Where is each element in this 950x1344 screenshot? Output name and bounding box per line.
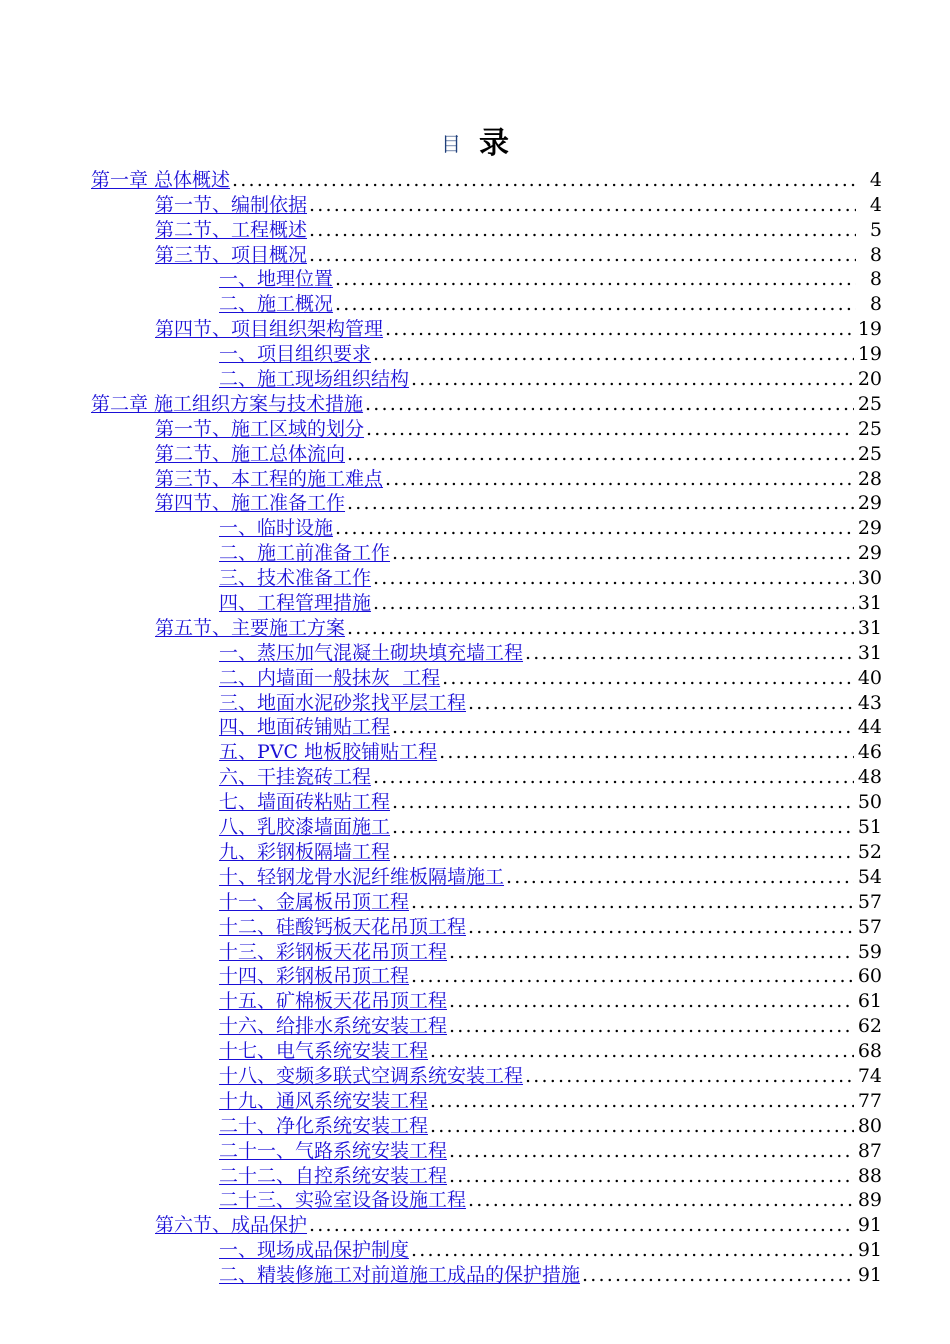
dot-leader — [392, 541, 854, 565]
toc-entry-link[interactable]: 二、施工现场组织结构 — [219, 368, 410, 391]
dot-leader — [442, 666, 854, 690]
toc-entry-link[interactable]: 十、轻钢龙骨水泥纤维板隔墙施工 — [219, 865, 505, 888]
dot-leader — [335, 516, 854, 540]
toc-entry-link[interactable]: 二、施工前准备工作 — [219, 542, 391, 565]
dot-leader — [309, 1213, 854, 1237]
toc-entry — [0, 1138, 950, 1163]
dot-leader — [347, 491, 854, 515]
toc-page-number: 43 — [857, 691, 882, 714]
dot-leader — [582, 1263, 854, 1287]
toc-page-number: 59 — [857, 940, 882, 963]
toc-entry-link[interactable]: 十四、彩钢板吊顶工程 — [219, 965, 410, 988]
toc-entry — [0, 416, 950, 441]
dot-leader — [392, 790, 854, 814]
toc-page-number: 28 — [857, 467, 882, 490]
toc-entry — [0, 167, 950, 192]
toc-entry-link[interactable]: 十一、金属板吊顶工程 — [219, 890, 410, 913]
dot-leader — [468, 691, 854, 715]
toc-entry-link[interactable]: 二十一、气路系统安装工程 — [219, 1139, 448, 1162]
dot-leader — [411, 1238, 854, 1262]
dot-leader — [468, 915, 854, 939]
toc-entry-link[interactable]: 二十二、自控系统安装工程 — [219, 1164, 448, 1187]
toc-entry-link[interactable]: 一、临时设施 — [219, 517, 334, 540]
toc-entry-link[interactable]: 十九、通风系统安装工程 — [219, 1089, 429, 1112]
dot-leader — [439, 740, 854, 764]
toc-page-number: 31 — [857, 641, 882, 664]
toc-entry — [0, 540, 950, 565]
toc-entry — [0, 291, 950, 316]
dot-leader — [411, 367, 854, 391]
toc-page-number: 91 — [857, 1214, 882, 1237]
toc-entry-link[interactable]: 五、PVC 地板胶铺贴工程 — [219, 741, 438, 764]
toc-page-number: 89 — [857, 1189, 882, 1212]
toc-page-number: 68 — [857, 1040, 882, 1063]
toc-page-number: 4 — [869, 168, 882, 191]
dot-leader — [392, 815, 854, 839]
dot-leader — [411, 890, 854, 914]
toc-entry — [0, 466, 950, 491]
toc-entry — [0, 391, 950, 416]
toc-page-number: 4 — [869, 193, 882, 216]
dot-leader — [335, 292, 856, 316]
dot-leader — [392, 840, 854, 864]
toc-page-number: 29 — [857, 542, 882, 565]
toc-page-number: 29 — [857, 492, 882, 515]
toc-entry — [0, 1188, 950, 1213]
dot-leader — [373, 591, 854, 615]
toc-page-number: 57 — [857, 915, 882, 938]
toc-entry — [0, 1038, 950, 1063]
toc-page-number: 25 — [857, 392, 882, 415]
dot-leader — [309, 218, 856, 242]
toc-entry-link[interactable]: 二、施工概况 — [219, 293, 334, 316]
toc-entry — [0, 690, 950, 715]
toc-title-part1: 目 — [441, 132, 461, 156]
toc-page-number: 80 — [857, 1114, 882, 1137]
toc-entry-link[interactable]: 第四节、施工准备工作 — [155, 492, 346, 515]
toc-page-number: 25 — [857, 442, 882, 465]
toc-page-number: 91 — [857, 1264, 882, 1287]
dot-leader — [347, 442, 854, 466]
dot-leader — [411, 964, 854, 988]
toc-page-number: 8 — [869, 243, 882, 266]
dot-leader — [385, 317, 854, 341]
toc-entry-link[interactable]: 第二章 施工组织方案与技术措施 — [91, 392, 364, 415]
toc-entry — [0, 939, 950, 964]
toc-entry — [0, 1113, 950, 1138]
toc-page-number: 91 — [857, 1239, 882, 1262]
dot-leader — [449, 1164, 854, 1188]
toc-entry-link[interactable]: 第三节、项目概况 — [155, 243, 308, 266]
toc-entry-link[interactable]: 八、乳胶漆墙面施工 — [219, 816, 391, 839]
toc-page-number: 19 — [857, 343, 882, 366]
toc-entry — [0, 715, 950, 740]
toc-entry — [0, 1163, 950, 1188]
toc-entry — [0, 764, 950, 789]
toc-entry-link[interactable]: 十五、矿棉板天花吊顶工程 — [219, 990, 448, 1013]
toc-entry-link[interactable]: 二、精装修施工对前道施工成品的保护措施 — [219, 1264, 581, 1287]
toc-page-number: 8 — [869, 268, 882, 291]
dot-leader — [468, 1188, 854, 1212]
dot-leader — [309, 193, 856, 217]
toc-page-number: 20 — [857, 368, 882, 391]
toc-page-number: 5 — [869, 218, 882, 241]
dot-leader — [506, 865, 854, 889]
toc-entry-link[interactable]: 四、地面砖铺贴工程 — [219, 716, 391, 739]
toc-entry — [0, 739, 950, 764]
toc-entry-link[interactable]: 一、项目组织要求 — [219, 343, 372, 366]
toc-page-number: 88 — [857, 1164, 882, 1187]
toc-entry — [0, 1063, 950, 1088]
dot-leader — [373, 765, 854, 789]
toc-entry — [0, 914, 950, 939]
dot-leader — [373, 566, 854, 590]
toc-page-number: 25 — [857, 417, 882, 440]
toc-entry-link[interactable]: 十八、变频多联式空调系统安装工程 — [219, 1064, 524, 1087]
toc-entry — [0, 366, 950, 391]
toc-entry-link[interactable]: 第二节、施工总体流向 — [155, 442, 346, 465]
toc-entry-link[interactable]: 一、蒸压加气混凝土砌块填充墙工程 — [219, 641, 524, 664]
toc-entry — [0, 665, 950, 690]
toc-entry-link[interactable]: 第五节、主要施工方案 — [155, 616, 346, 639]
toc-entry — [0, 515, 950, 540]
toc-entry-link[interactable]: 二、内墙面一般抹灰 工程 — [219, 666, 441, 689]
toc-entry — [0, 814, 950, 839]
toc-entry — [0, 615, 950, 640]
toc-entry-link[interactable]: 九、彩钢板隔墙工程 — [219, 840, 391, 863]
dot-leader — [525, 641, 854, 665]
table-of-contents — [0, 167, 950, 1287]
toc-entry — [0, 1212, 950, 1237]
toc-title — [0, 118, 950, 162]
toc-page-number: 74 — [857, 1064, 882, 1087]
toc-entry-link[interactable]: 十六、给排水系统安装工程 — [219, 1015, 448, 1038]
toc-entry-link[interactable]: 第一节、施工区域的划分 — [155, 417, 365, 440]
toc-page-number: 51 — [857, 816, 882, 839]
toc-entry — [0, 640, 950, 665]
toc-entry-link[interactable]: 一、现场成品保护制度 — [219, 1239, 410, 1262]
toc-entry — [0, 590, 950, 615]
toc-page-number: 54 — [857, 865, 882, 888]
dot-leader — [335, 267, 856, 291]
dot-leader — [430, 1089, 854, 1113]
toc-entry — [0, 316, 950, 341]
toc-entry-link[interactable]: 三、技术准备工作 — [219, 567, 372, 590]
toc-entry-link[interactable]: 第三节、本工程的施工难点 — [155, 467, 384, 490]
toc-page-number: 30 — [857, 567, 882, 590]
toc-page-number: 61 — [857, 990, 882, 1013]
toc-entry-link[interactable]: 第四节、项目组织架构管理 — [155, 318, 384, 341]
toc-page-number: 62 — [857, 1015, 882, 1038]
toc-entry-link[interactable]: 三、地面水泥砂浆找平层工程 — [219, 691, 467, 714]
toc-page-number: 87 — [857, 1139, 882, 1162]
toc-entry-link[interactable]: 四、工程管理措施 — [219, 592, 372, 615]
toc-page-number: 50 — [857, 791, 882, 814]
toc-page-number: 31 — [857, 616, 882, 639]
toc-page-number: 31 — [857, 592, 882, 615]
toc-entry — [0, 217, 950, 242]
toc-entry — [0, 267, 950, 292]
toc-entry — [0, 839, 950, 864]
dot-leader — [309, 243, 856, 267]
dot-leader — [365, 392, 854, 416]
toc-entry — [0, 242, 950, 267]
toc-entry-link[interactable]: 七、墙面砖粘贴工程 — [219, 791, 391, 814]
toc-entry — [0, 1013, 950, 1038]
toc-entry-link[interactable]: 十三、彩钢板天花吊顶工程 — [219, 940, 448, 963]
toc-title-part2: 录 — [479, 126, 509, 161]
toc-page-number: 8 — [869, 293, 882, 316]
toc-entry — [0, 1237, 950, 1262]
toc-page-number: 77 — [857, 1089, 882, 1112]
dot-leader — [232, 168, 856, 192]
dot-leader — [392, 715, 854, 739]
toc-entry — [0, 988, 950, 1013]
toc-entry — [0, 1088, 950, 1113]
toc-entry-link[interactable]: 十七、电气系统安装工程 — [219, 1040, 429, 1063]
toc-entry — [0, 491, 950, 516]
toc-entry — [0, 565, 950, 590]
toc-entry-link[interactable]: 第一章 总体概述 — [91, 168, 231, 191]
toc-entry-link[interactable]: 第六节、成品保护 — [155, 1214, 308, 1237]
dot-leader — [449, 1139, 854, 1163]
dot-leader — [449, 989, 854, 1013]
toc-page-number: 46 — [857, 741, 882, 764]
toc-entry-link[interactable]: 二十三、实验室设备设施工程 — [219, 1189, 467, 1212]
toc-entry — [0, 964, 950, 989]
dot-leader — [430, 1039, 854, 1063]
toc-entry — [0, 1262, 950, 1287]
dot-leader — [525, 1064, 854, 1088]
toc-entry-link[interactable]: 第二节、工程概述 — [155, 218, 308, 241]
toc-entry — [0, 889, 950, 914]
toc-entry — [0, 341, 950, 366]
toc-page-number: 19 — [857, 318, 882, 341]
toc-entry — [0, 192, 950, 217]
dot-leader — [449, 940, 854, 964]
toc-entry-link[interactable]: 一、地理位置 — [219, 268, 334, 291]
dot-leader — [366, 417, 854, 441]
toc-entry-link[interactable]: 第一节、编制依据 — [155, 193, 308, 216]
toc-entry-link[interactable]: 六、干挂瓷砖工程 — [219, 766, 372, 789]
toc-page-number: 48 — [857, 766, 882, 789]
toc-entry-link[interactable]: 十二、硅酸钙板天花吊顶工程 — [219, 915, 467, 938]
dot-leader — [430, 1114, 854, 1138]
dot-leader — [385, 467, 854, 491]
toc-page-number: 60 — [857, 965, 882, 988]
toc-entry-link[interactable]: 二十、净化系统安装工程 — [219, 1114, 429, 1137]
toc-page-number: 29 — [857, 517, 882, 540]
toc-page-number: 44 — [857, 716, 882, 739]
dot-leader — [373, 342, 854, 366]
toc-page-number: 52 — [857, 840, 882, 863]
toc-entry — [0, 441, 950, 466]
toc-entry — [0, 789, 950, 814]
dot-leader — [347, 616, 854, 640]
toc-page-number: 57 — [857, 890, 882, 913]
dot-leader — [449, 1014, 854, 1038]
toc-entry — [0, 864, 950, 889]
toc-page-number: 40 — [857, 666, 882, 689]
